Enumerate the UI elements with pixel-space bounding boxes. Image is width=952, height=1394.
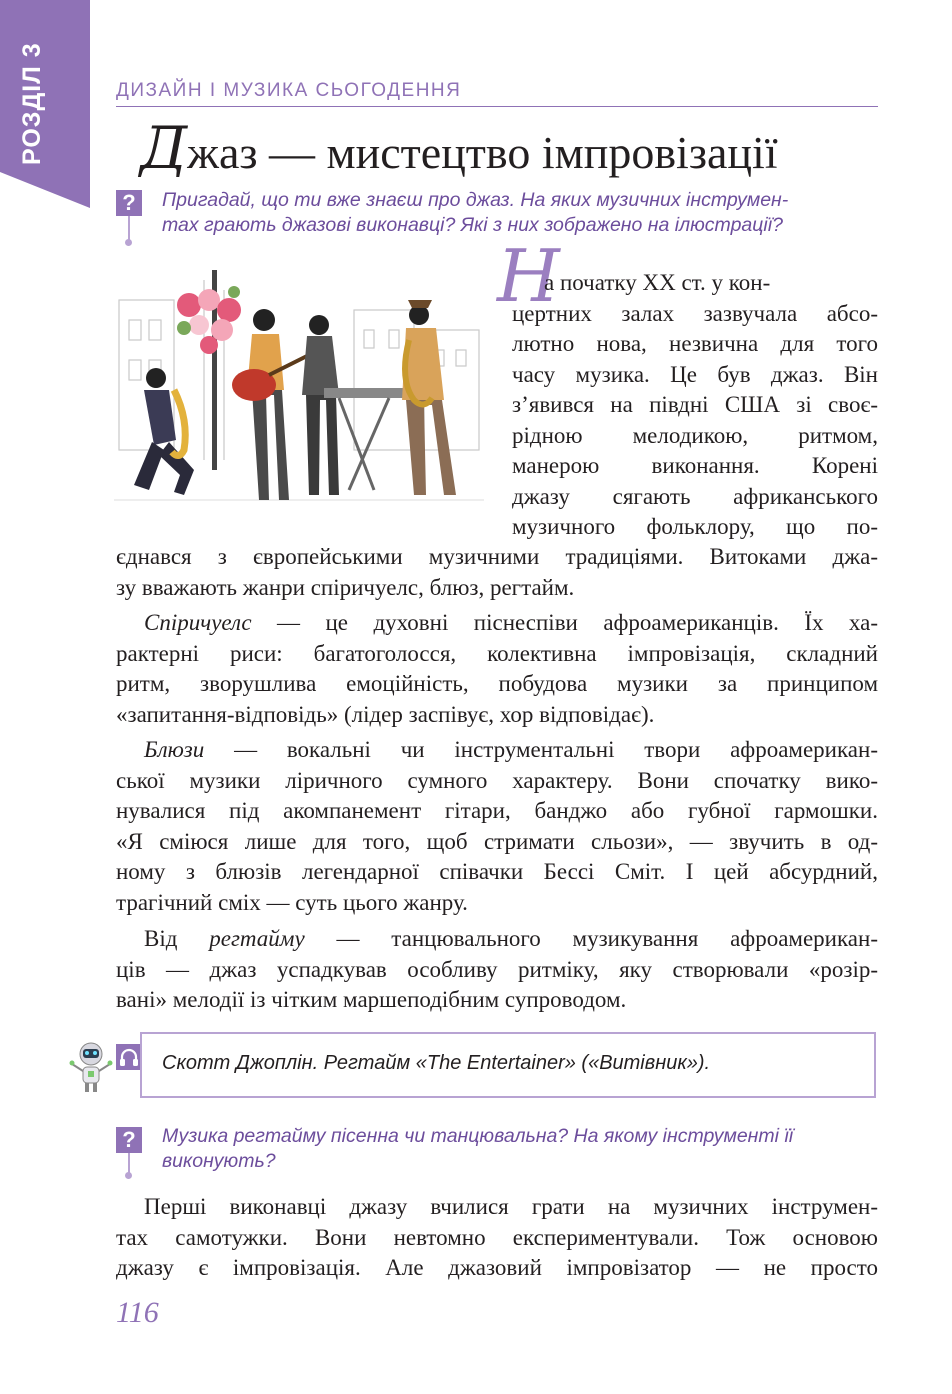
blues-line-4: «Я сміюся лише для того, щоб стримати сльози», — звучить в од- [116, 828, 878, 854]
question-line [128, 1153, 130, 1173]
intro-line-5: з’явився на півдні США зі своє- [512, 392, 878, 417]
intro-full-line-2: зу вважають жанри спіричуелс, блюз, регтайм. [116, 574, 575, 600]
spirituals-line-1 [116, 608, 878, 639]
question-2-line-1: Музика регтайму пісенна чи танцювальна? На якому інструменті її [162, 1125, 794, 1147]
section-tab-label: РОЗДІЛ 3 [18, 42, 46, 165]
blues-term: Блюзи [144, 737, 205, 762]
robot-icon [68, 1040, 114, 1094]
page-number: 116 [116, 1296, 159, 1329]
closing-line-3: джазу є імпровізація. Але джазовий імпровізатор — не просто [116, 1255, 878, 1280]
intro-line-3: лютно нова, незвична для того [512, 331, 878, 356]
header-rule [116, 106, 878, 107]
page-title [140, 114, 778, 182]
question-1-line-1: Пригадай, що ти вже знаєш про джаз. На яких музичних інструмен- [162, 189, 789, 211]
question-mark-icon: ? [116, 190, 142, 216]
spirituals-paragraph [116, 608, 878, 730]
question-dot [125, 239, 132, 246]
intro-line-8: джазу сягають африканського [512, 483, 878, 509]
blues-line-6: трагічний сміх — суть цього жанру. [116, 889, 468, 915]
title-initial: Д [140, 114, 188, 182]
intro-full-line-1: єднався з європейськими музичними традиціями. Витоками джа- [116, 544, 878, 569]
ragtime-line-1-text: — танцювального музикування афроамерикан- [304, 926, 878, 951]
intro-wrapped-text [512, 268, 878, 543]
intro-line-1: а початку XX ст. у кон- [544, 270, 771, 295]
blues-line-1-text: — вокальні чи інструментальні твори афроамерикан- [204, 737, 878, 762]
blues-line-5: ному з блюзів легендарної співачки Бессі Сміт. І цей абсурдний, [116, 859, 878, 884]
ragtime-line-2: ців — джаз успадкував особливу ритміку, яку створювали «розір- [116, 956, 878, 982]
listening-text: Скотт Джоплін. Регтайм «The Entertainer» («Витівник»). [162, 1052, 711, 1074]
spirituals-line-3: ритм, зворушлива емоційність, побудова музики за принципом [116, 671, 878, 696]
blues-line-3: нувалися під акомпанемент гітари, банджо або губної гармошки. [116, 798, 878, 823]
blues-line-1 [116, 735, 878, 766]
question-2 [162, 1124, 793, 1174]
question-line [128, 216, 130, 240]
running-head: ДИЗАЙН І МУЗИКА СЬОГОДЕННЯ [116, 80, 462, 101]
intro-line-4: часу музика. Це був джаз. Він [512, 361, 878, 387]
intro-line-6: рідною мелодикою, ритмом, [512, 422, 878, 448]
ragtime-paragraph [116, 924, 878, 1016]
intro-line-2: цертних залах зазвучала абсо- [512, 300, 878, 326]
section-tab [0, 0, 90, 210]
drop-cap: Н [497, 234, 560, 318]
blues-line-2: ської музики ліричного сумного характеру. Вони спочатку вико- [116, 767, 878, 793]
question-mark-icon: ? [116, 1127, 142, 1153]
headphones-icon [116, 1044, 142, 1070]
question-1 [162, 188, 788, 238]
spirituals-line-4: «запитання-відповідь» (лідер заспівує, хор відповідає). [116, 701, 655, 727]
jazz-musicians-illustration [114, 270, 484, 528]
spirituals-term: Спіричуелс [144, 610, 252, 635]
question-2-line-2: виконують? [162, 1150, 276, 1172]
ragtime-line-3: вані» мелодії із чітким маршеподібним супроводом. [116, 987, 627, 1012]
spirituals-line-2: рактерні риси: багатоголосся, колективна імпровізація, складний [116, 640, 878, 666]
ragtime-term: регтайму [209, 926, 305, 951]
closing-line-2: тах самотужки. Вони невтомно експериментували. Тож основою [116, 1224, 878, 1250]
ragtime-prefix: Від [144, 926, 210, 951]
intro-line-9: музичного фольклору, що по- [512, 514, 878, 539]
intro-line-7: манерою виконання. Корені [512, 453, 878, 478]
spirituals-line-1-text: — це духовні піснеспіви афроамериканців. Їх ха- [251, 610, 878, 635]
question-1-line-2: тах грають джазові виконавці? Які з них зображено на ілюстрації? [162, 214, 783, 236]
intro-full-text [116, 542, 878, 603]
closing-paragraph [116, 1192, 878, 1284]
ragtime-line-1 [116, 924, 878, 955]
blues-paragraph [116, 735, 878, 918]
question-dot [125, 1172, 132, 1179]
closing-line-1: Перші виконавці джазу вчилися грати на музичних інструмен- [144, 1194, 878, 1219]
title-rest: жаз — мистецтво імпровізації [187, 127, 778, 178]
